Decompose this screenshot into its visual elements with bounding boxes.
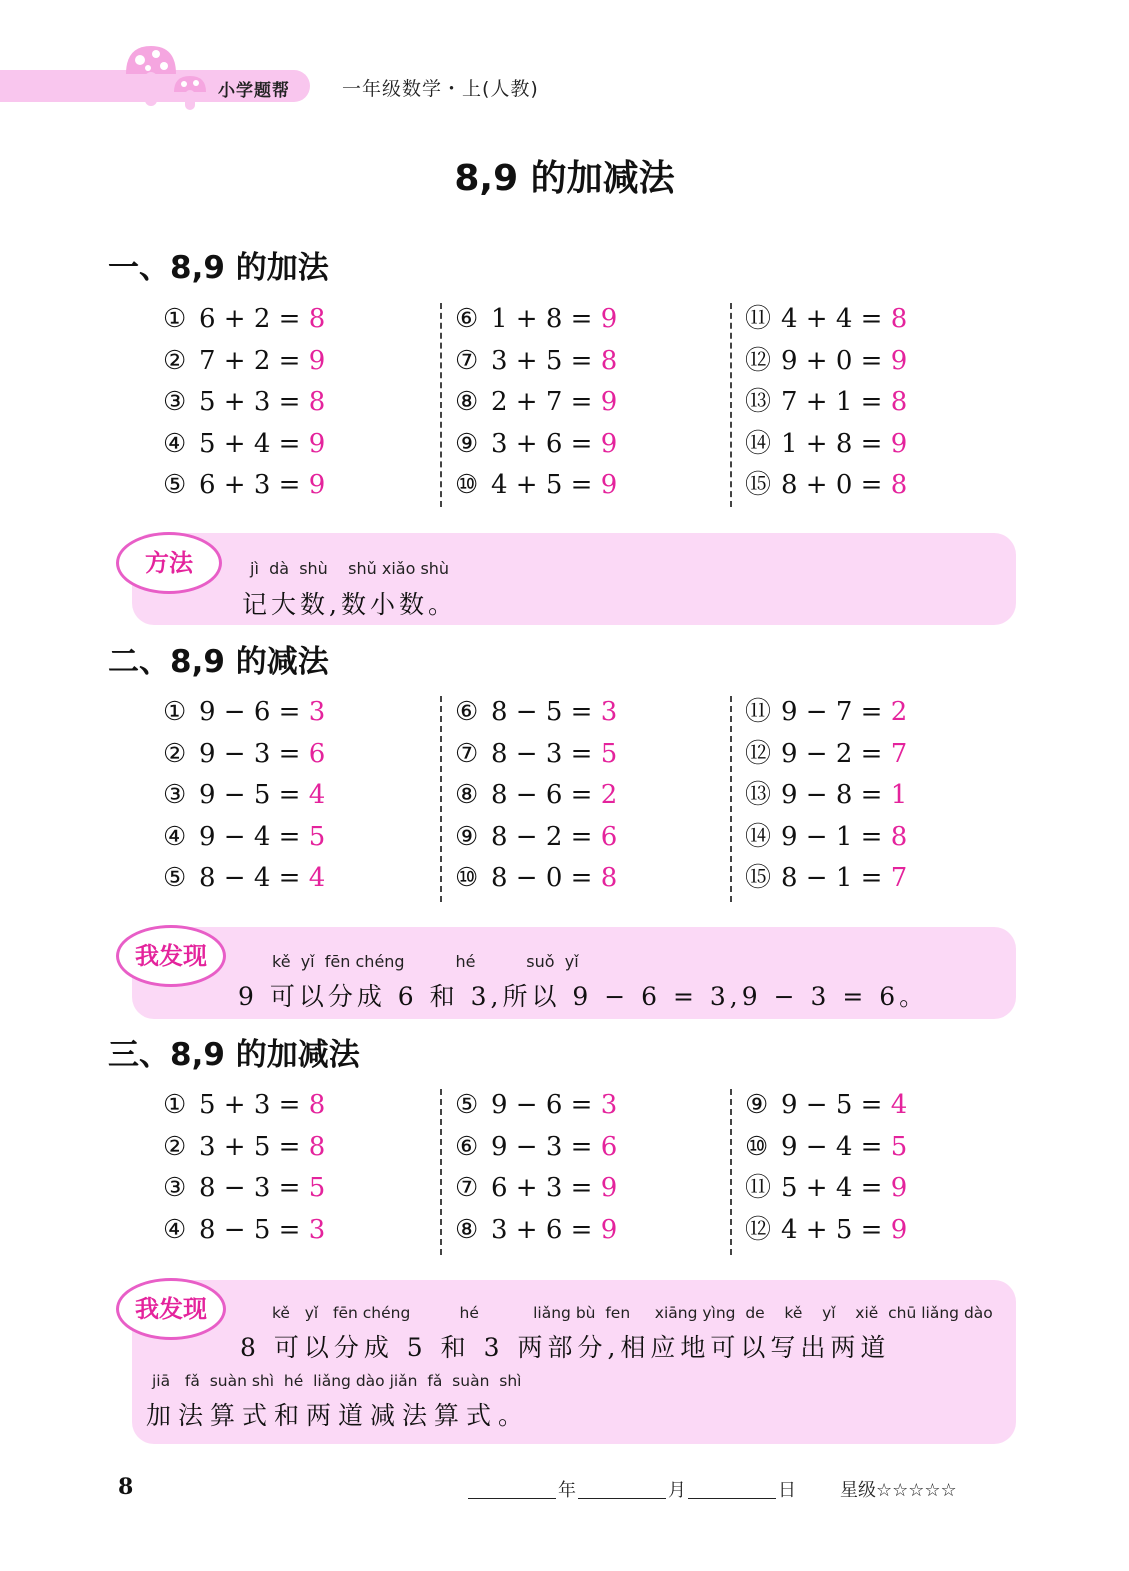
problem-expression: 9 − 3 = <box>199 738 301 769</box>
mushroom-logo-icon <box>118 42 228 116</box>
problem-number: ② <box>163 1131 187 1162</box>
problem-expression: 6 + 2 = <box>199 304 301 334</box>
problem-item <box>745 692 907 734</box>
problem-number: ⑪ <box>745 1173 772 1203</box>
problem-item <box>163 299 325 341</box>
problem-number: ⑬ <box>745 387 772 417</box>
problem-expression: 4 + 5 = <box>781 1214 883 1245</box>
problem-expression: 8 − 6 = <box>491 780 593 810</box>
problem-answer: 4 <box>308 780 326 810</box>
problem-answer: 7 <box>890 863 908 893</box>
problem-item <box>163 1085 325 1127</box>
problem-number: ⑧ <box>455 1214 479 1245</box>
problem-item <box>745 734 907 776</box>
problem-item <box>745 1127 907 1169</box>
problem-item <box>163 734 325 776</box>
problem-answer: 9 <box>600 387 618 417</box>
problem-number: ③ <box>163 780 187 810</box>
problem-number: ⑩ <box>745 1131 769 1162</box>
problem-number: ⑩ <box>455 470 479 500</box>
problem-number: ① <box>163 304 187 334</box>
problem-grid-mixed <box>0 1085 1129 1257</box>
problem-item <box>455 1085 617 1127</box>
problem-answer: 5 <box>308 1173 326 1203</box>
problem-expression: 8 − 5 = <box>491 697 593 727</box>
problem-answer: 8 <box>600 345 618 376</box>
problem-item <box>745 424 907 466</box>
problem-answer: 2 <box>600 780 618 810</box>
tip-box-method <box>132 533 1016 625</box>
problem-expression: 8 − 3 = <box>491 738 593 769</box>
problem-expression: 8 − 2 = <box>491 821 593 852</box>
problem-number: ⑭ <box>745 821 772 852</box>
problem-item <box>745 858 907 900</box>
problem-grid-addition <box>0 299 1129 509</box>
problem-answer: 9 <box>600 428 618 459</box>
problem-item <box>163 775 325 817</box>
problem-answer: 9 <box>308 470 326 500</box>
problem-answer: 3 <box>600 1090 618 1120</box>
problem-expression: 8 − 3 = <box>199 1173 301 1203</box>
problem-expression: 1 + 8 = <box>491 304 593 334</box>
problem-answer: 3 <box>308 697 326 727</box>
problem-number: ④ <box>163 821 187 852</box>
problem-item <box>455 734 617 776</box>
problem-number: ⑮ <box>745 863 772 893</box>
problem-number: ④ <box>163 428 187 459</box>
problem-number: ⑧ <box>455 387 479 417</box>
problem-item <box>455 858 617 900</box>
problem-item <box>745 465 907 507</box>
problem-answer: 9 <box>600 304 618 334</box>
tip-text-line-1: 8 可以分成 5 和 3 两部分,相应地可以写出两道 <box>240 1333 891 1362</box>
problem-number: ⑫ <box>745 738 772 769</box>
problem-number: ⑦ <box>455 1173 479 1203</box>
section-heading-mixed: 三、8,9 的加减法 <box>108 1037 360 1073</box>
problem-answer: 5 <box>600 738 618 769</box>
problem-expression: 1 + 8 = <box>781 428 883 459</box>
problem-column <box>163 299 325 507</box>
problem-item <box>455 1210 617 1252</box>
problem-number: ① <box>163 1090 187 1120</box>
problem-answer: 9 <box>600 1173 618 1203</box>
problem-answer: 9 <box>600 470 618 500</box>
problem-number: ④ <box>163 1214 187 1245</box>
problem-item <box>745 1210 907 1252</box>
problem-answer: 4 <box>890 1090 908 1120</box>
problem-item <box>163 1168 325 1210</box>
problem-item <box>455 299 617 341</box>
problem-expression: 8 − 0 = <box>491 863 593 893</box>
page-title: 8,9 的加减法 <box>454 158 675 199</box>
tip-text-line-2: 加法算式和两道减法算式。 <box>146 1401 531 1430</box>
problem-expression: 9 − 4 = <box>781 1131 883 1162</box>
problem-item <box>163 382 325 424</box>
problem-expression: 5 + 4 = <box>781 1173 883 1203</box>
problem-answer: 9 <box>890 1173 908 1203</box>
problem-column <box>745 692 907 900</box>
problem-number: ⑥ <box>455 304 479 334</box>
problem-answer: 9 <box>890 1214 908 1245</box>
column-divider <box>730 696 732 902</box>
month-blank[interactable] <box>578 1498 666 1499</box>
column-divider <box>440 696 442 902</box>
problem-answer: 5 <box>890 1131 908 1162</box>
problem-item <box>455 1168 617 1210</box>
problem-item <box>745 817 907 859</box>
problem-expression: 9 − 7 = <box>781 697 883 727</box>
problem-number: ② <box>163 738 187 769</box>
tip-pinyin: jì dà shù shǔ xiǎo shù <box>250 559 450 578</box>
problem-item <box>163 1127 325 1169</box>
problem-number: ⑨ <box>455 428 479 459</box>
problem-item <box>455 692 617 734</box>
year-label: 年 <box>558 1480 576 1501</box>
problem-expression: 9 − 2 = <box>781 738 883 769</box>
book-title: 一年级数学・上(人教) <box>342 78 539 100</box>
problem-answer: 9 <box>308 345 326 376</box>
problem-number: ⑩ <box>455 863 479 893</box>
problem-item <box>163 1210 325 1252</box>
star-rating[interactable]: 星级☆☆☆☆☆ <box>840 1480 957 1501</box>
problem-answer: 7 <box>890 738 908 769</box>
problem-item <box>455 341 617 383</box>
problem-item <box>455 424 617 466</box>
problem-number: ⑨ <box>745 1090 769 1120</box>
problem-item <box>455 1127 617 1169</box>
problem-number: ⑫ <box>745 1214 772 1245</box>
problem-expression: 8 − 5 = <box>199 1214 301 1245</box>
tip-text: 记大数,数小数。 <box>242 590 457 619</box>
problem-number: ③ <box>163 1173 187 1203</box>
problem-expression: 4 + 4 = <box>781 304 883 334</box>
problem-item <box>163 692 325 734</box>
problem-column <box>455 299 617 507</box>
problem-column <box>163 692 325 900</box>
problem-answer: 3 <box>600 697 618 727</box>
problem-answer: 8 <box>308 387 326 417</box>
page-number: 8 <box>118 1474 134 1500</box>
problem-answer: 5 <box>308 821 326 852</box>
problem-answer: 8 <box>308 1090 326 1120</box>
problem-item <box>455 775 617 817</box>
problem-expression: 9 − 4 = <box>199 821 301 852</box>
problem-column <box>745 299 907 507</box>
problem-expression: 3 + 6 = <box>491 1214 593 1245</box>
problem-column <box>455 692 617 900</box>
tip-text: 9 可以分成 6 和 3,所以 9 − 6 = 3,9 − 3 = 6。 <box>238 982 929 1011</box>
problem-number: ⑮ <box>745 470 772 500</box>
problem-number: ⑧ <box>455 780 479 810</box>
problem-answer: 9 <box>890 428 908 459</box>
tip-box-discover-2 <box>132 1280 1016 1444</box>
problem-number: ⑤ <box>455 1090 479 1120</box>
problem-number: ② <box>163 345 187 376</box>
problem-number: ⑨ <box>455 821 479 852</box>
problem-expression: 9 − 5 = <box>781 1090 883 1120</box>
problem-answer: 8 <box>890 821 908 852</box>
section-heading-addition: 一、8,9 的加法 <box>108 250 329 286</box>
problem-expression: 8 − 1 = <box>781 863 883 893</box>
problem-expression: 3 + 5 = <box>491 345 593 376</box>
problem-answer: 8 <box>308 304 326 334</box>
problem-column <box>455 1085 617 1251</box>
problem-expression: 7 + 1 = <box>781 387 883 417</box>
problem-expression: 8 − 4 = <box>199 863 301 893</box>
problem-item <box>745 775 907 817</box>
problem-answer: 6 <box>308 738 326 769</box>
tip-pinyin-line-2: jiā fǎ suàn shì hé liǎng dào jiǎn fǎ suàn shì <box>152 1372 522 1390</box>
tip-box-discover-1 <box>132 927 1016 1019</box>
problem-expression: 6 + 3 = <box>199 470 301 500</box>
problem-item <box>745 1085 907 1127</box>
problem-answer: 9 <box>890 345 908 376</box>
problem-expression: 9 − 8 = <box>781 780 883 810</box>
day-label: 日 <box>778 1480 796 1501</box>
problem-number: ③ <box>163 387 187 417</box>
problem-answer: 8 <box>890 304 908 334</box>
problem-expression: 7 + 2 = <box>199 345 301 376</box>
problem-number: ⑥ <box>455 697 479 727</box>
problem-answer: 1 <box>890 780 908 810</box>
problem-item <box>163 465 325 507</box>
problem-expression: 9 + 0 = <box>781 345 883 376</box>
problem-item <box>163 817 325 859</box>
problem-answer: 9 <box>308 428 326 459</box>
problem-item <box>163 858 325 900</box>
problem-expression: 3 + 6 = <box>491 428 593 459</box>
problem-answer: 9 <box>600 1214 618 1245</box>
problem-expression: 2 + 7 = <box>491 387 593 417</box>
problem-answer: 8 <box>308 1131 326 1162</box>
problem-expression: 6 + 3 = <box>491 1173 593 1203</box>
problem-number: ⑪ <box>745 697 772 727</box>
problem-answer: 8 <box>600 863 618 893</box>
problem-expression: 3 + 5 = <box>199 1131 301 1162</box>
problem-answer: 3 <box>308 1214 326 1245</box>
problem-answer: 2 <box>890 697 908 727</box>
problem-answer: 6 <box>600 821 618 852</box>
problem-item <box>745 1168 907 1210</box>
problem-number: ⑬ <box>745 780 772 810</box>
tip-pinyin: kě yǐ fēn chéng hé suǒ yǐ <box>272 952 579 971</box>
column-divider <box>440 1089 442 1255</box>
problem-column <box>745 1085 907 1251</box>
problem-item <box>455 817 617 859</box>
problem-item <box>163 424 325 466</box>
problem-expression: 4 + 5 = <box>491 470 593 500</box>
problem-answer: 8 <box>890 387 908 417</box>
problem-answer: 4 <box>308 863 326 893</box>
problem-item <box>455 465 617 507</box>
problem-item <box>745 299 907 341</box>
problem-number: ⑦ <box>455 738 479 769</box>
column-divider <box>730 1089 732 1255</box>
problem-number: ① <box>163 697 187 727</box>
tip-pinyin-line-1: kě yǐ fēn chéng hé liǎng bù fen xiāng yìng de kě yǐ xiě chū liǎng dào <box>272 1304 993 1322</box>
problem-expression: 9 − 6 = <box>199 697 301 727</box>
problem-number: ⑤ <box>163 863 187 893</box>
problem-expression: 9 − 5 = <box>199 780 301 810</box>
problem-item <box>455 382 617 424</box>
day-blank[interactable] <box>688 1498 776 1499</box>
problem-expression: 5 + 3 = <box>199 1090 301 1120</box>
problem-grid-subtraction <box>0 692 1129 904</box>
problem-answer: 8 <box>890 470 908 500</box>
problem-item <box>745 382 907 424</box>
problem-expression: 5 + 4 = <box>199 428 301 459</box>
problem-answer: 6 <box>600 1131 618 1162</box>
problem-number: ⑪ <box>745 304 772 334</box>
problem-item <box>745 341 907 383</box>
column-divider <box>730 303 732 507</box>
problem-expression: 9 − 6 = <box>491 1090 593 1120</box>
tip-badge-discover-2: 我发现 <box>116 1278 226 1340</box>
problem-number: ⑤ <box>163 470 187 500</box>
tip-badge-method: 方法 <box>116 532 222 594</box>
problem-number: ⑦ <box>455 345 479 376</box>
problem-item <box>163 341 325 383</box>
problem-expression: 5 + 3 = <box>199 387 301 417</box>
problem-expression: 9 − 3 = <box>491 1131 593 1162</box>
year-blank[interactable] <box>468 1498 556 1499</box>
month-label: 月 <box>668 1480 686 1501</box>
problem-column <box>163 1085 325 1251</box>
tip-badge-discover-1: 我发现 <box>116 925 226 987</box>
problem-number: ⑥ <box>455 1131 479 1162</box>
problem-number: ⑭ <box>745 428 772 459</box>
section-heading-subtraction: 二、8,9 的减法 <box>108 644 329 680</box>
brand-name: 小学题帮 <box>218 81 290 101</box>
problem-expression: 9 − 1 = <box>781 821 883 852</box>
column-divider <box>440 303 442 507</box>
problem-expression: 8 + 0 = <box>781 470 883 500</box>
problem-number: ⑫ <box>745 345 772 376</box>
